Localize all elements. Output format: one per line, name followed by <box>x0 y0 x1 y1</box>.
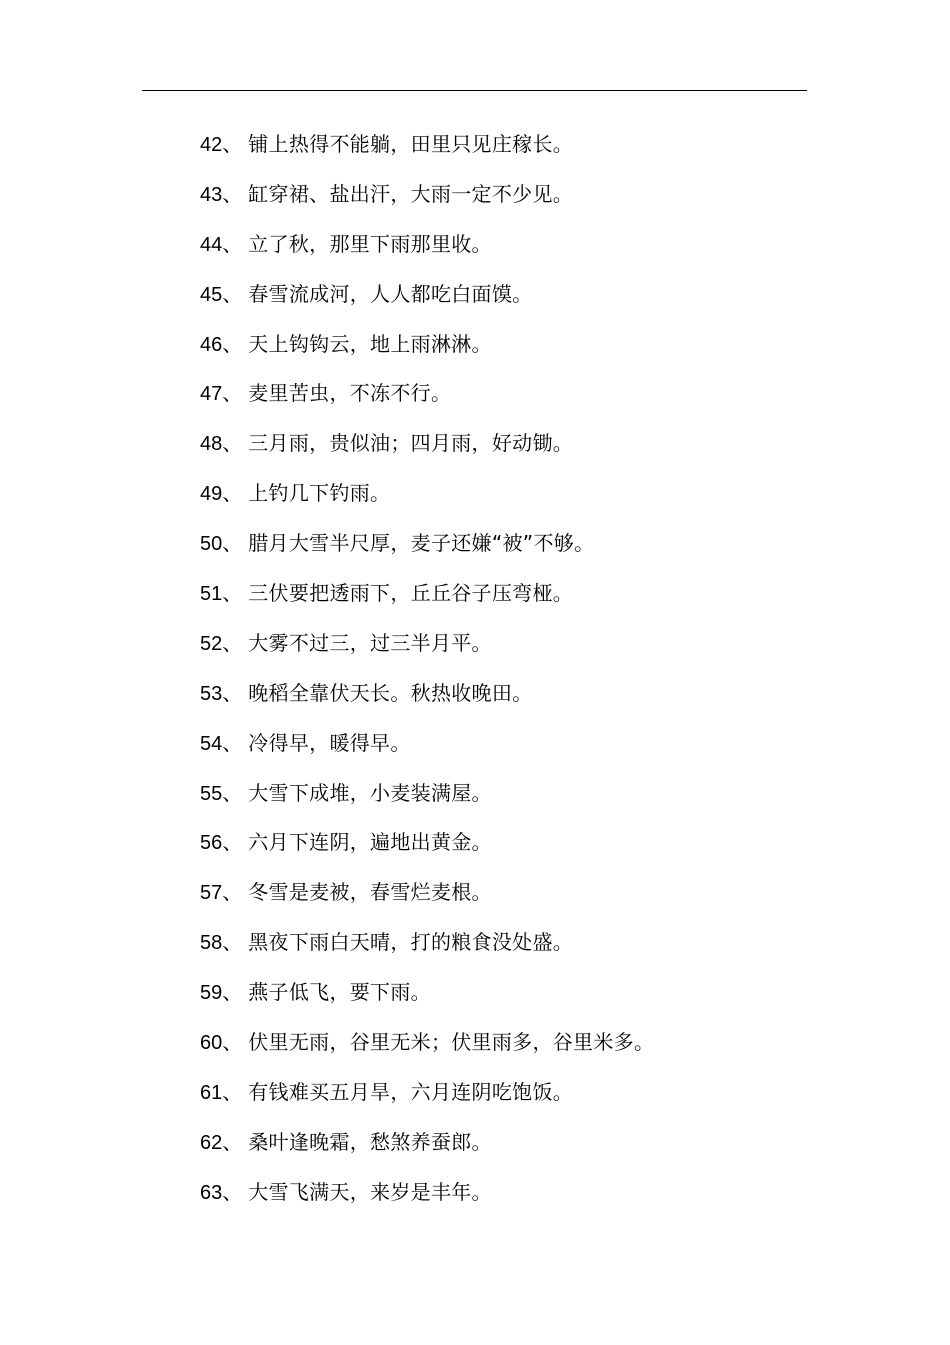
list-item <box>200 1125 820 1175</box>
list-item <box>200 1175 820 1225</box>
item-separator: 、 <box>222 331 243 356</box>
item-number: 59 <box>200 982 223 1005</box>
item-separator: 、 <box>222 780 243 805</box>
item-text: 大雪下成堆，小麦装满屋。 <box>248 780 492 805</box>
item-separator: 、 <box>222 1030 243 1055</box>
item-separator: 、 <box>222 531 243 556</box>
list-item <box>200 626 820 676</box>
item-separator: 、 <box>222 181 243 206</box>
item-text: 缸穿裙、盐出汗，大雨一定不少见。 <box>248 181 574 206</box>
item-number: 55 <box>200 782 223 805</box>
item-number: 62 <box>200 1131 223 1154</box>
item-text: 伏里无雨，谷里无米；伏里雨多，谷里米多。 <box>248 1030 655 1055</box>
item-text: 铺上热得不能躺，田里只见庄稼长。 <box>248 132 574 156</box>
item-text: 三月雨，贵似油；四月雨，好动锄。 <box>248 431 574 456</box>
item-text: 冷得早，暖得早。 <box>248 730 411 755</box>
item-separator: 、 <box>222 1179 243 1204</box>
item-number: 42 <box>200 134 223 156</box>
item-number: 49 <box>200 483 223 506</box>
list-item <box>200 825 820 875</box>
item-text: 天上钩钩云，地上雨淋淋。 <box>248 331 492 356</box>
item-number: 58 <box>200 932 223 955</box>
item-number: 45 <box>200 283 223 306</box>
item-number: 61 <box>200 1081 223 1104</box>
item-text: 三伏要把透雨下，丘丘谷子压弯桠。 <box>248 581 574 606</box>
item-number: 44 <box>200 233 223 256</box>
item-separator: 、 <box>222 680 243 705</box>
item-separator: 、 <box>222 231 243 256</box>
proverb-list <box>200 127 820 1225</box>
list-item <box>200 476 820 526</box>
item-separator: 、 <box>222 730 243 755</box>
item-text: 大雾不过三，过三半月平。 <box>248 630 492 655</box>
item-separator: 、 <box>222 930 243 955</box>
item-number: 53 <box>200 682 223 705</box>
item-separator: 、 <box>222 431 243 456</box>
item-number: 43 <box>200 183 223 206</box>
list-item <box>200 726 820 776</box>
item-number: 47 <box>200 383 223 406</box>
item-separator: 、 <box>222 481 243 506</box>
item-number: 50 <box>200 533 223 556</box>
item-text: 麦里苦虫，不冻不行。 <box>248 381 452 406</box>
item-text: 立了秋，那里下雨那里收。 <box>248 231 492 256</box>
list-item <box>200 875 820 925</box>
item-separator: 、 <box>222 381 243 406</box>
list-item <box>200 1025 820 1075</box>
list-item <box>200 327 820 377</box>
item-separator: 、 <box>222 581 243 606</box>
list-item <box>200 177 820 227</box>
list-item <box>200 676 820 726</box>
item-text: 六月下连阴，遍地出黄金。 <box>248 830 492 855</box>
header-rule <box>142 90 807 91</box>
item-number: 46 <box>200 333 223 356</box>
item-text: 腊月大雪半尺厚，麦子还嫌“被”不够。 <box>248 531 595 556</box>
list-item <box>200 227 820 277</box>
item-number: 57 <box>200 882 223 905</box>
list-item <box>200 277 820 327</box>
item-number: 52 <box>200 632 223 655</box>
item-separator: 、 <box>222 281 243 306</box>
item-separator: 、 <box>222 880 243 905</box>
list-item <box>200 576 820 626</box>
list-item <box>200 127 820 177</box>
item-separator: 、 <box>222 630 243 655</box>
list-item <box>200 975 820 1025</box>
item-number: 60 <box>200 1032 223 1055</box>
list-item <box>200 426 820 476</box>
list-item <box>200 925 820 975</box>
list-item <box>200 526 820 576</box>
item-text: 桑叶逢晚霜，愁煞养蚕郎。 <box>248 1129 492 1154</box>
item-text: 春雪流成河，人人都吃白面馍。 <box>248 281 533 306</box>
item-number: 48 <box>200 433 223 456</box>
item-number: 51 <box>200 583 223 606</box>
item-separator: 、 <box>222 1129 243 1154</box>
item-text: 黑夜下雨白天晴，打的粮食没处盛。 <box>248 930 574 955</box>
item-text: 有钱难买五月旱，六月连阴吃饱饭。 <box>248 1079 574 1104</box>
item-text: 晚稻全靠伏天长。秋热收晚田。 <box>248 680 533 705</box>
item-number: 56 <box>200 832 223 855</box>
item-text: 上钓几下钓雨。 <box>248 481 391 506</box>
list-item <box>200 776 820 826</box>
list-item <box>200 376 820 426</box>
item-separator: 、 <box>222 830 243 855</box>
item-separator: 、 <box>222 1079 243 1104</box>
item-text: 冬雪是麦被，春雪烂麦根。 <box>248 880 492 905</box>
item-text: 大雪飞满天，来岁是丰年。 <box>248 1179 492 1204</box>
item-number: 54 <box>200 732 223 755</box>
item-number: 63 <box>200 1181 223 1204</box>
item-separator: 、 <box>222 980 243 1005</box>
item-separator: 、 <box>222 132 243 156</box>
list-item <box>200 1075 820 1125</box>
item-text: 燕子低飞，要下雨。 <box>248 980 431 1005</box>
